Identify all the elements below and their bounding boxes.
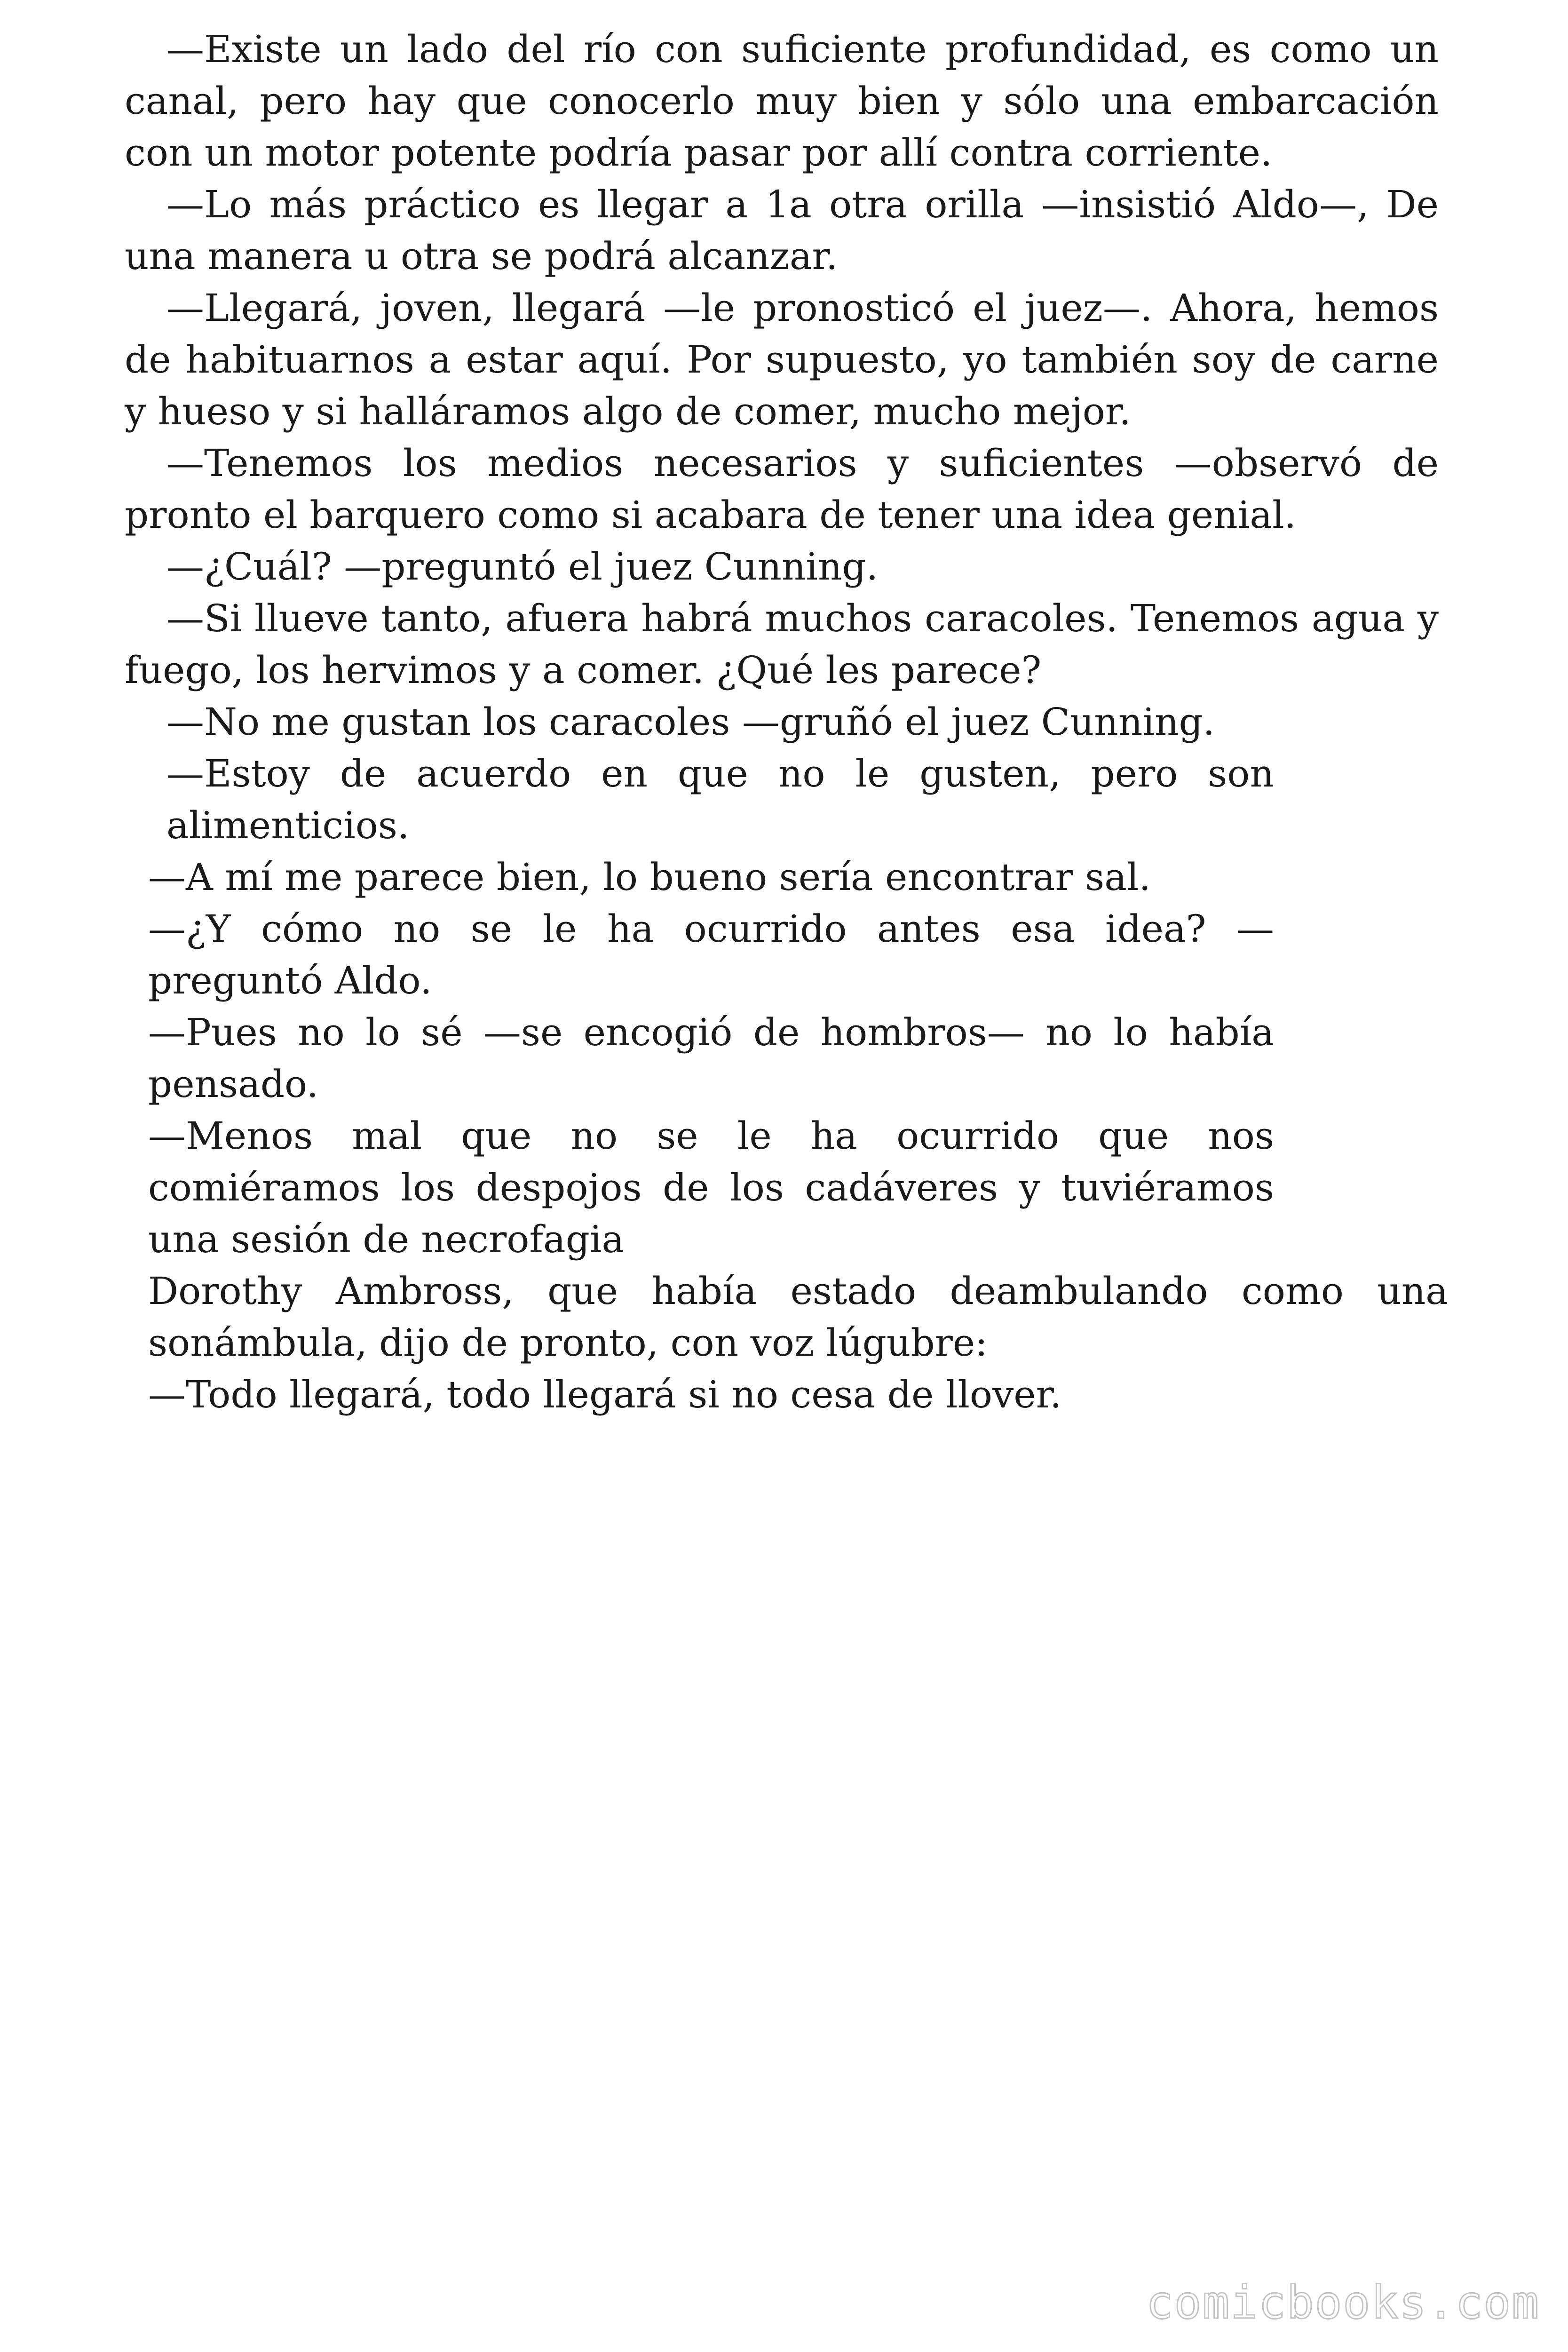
text-line: y hueso y si halláramos algo de comer, mucho mejor. [125,389,1131,433]
text-line: alimenticios. [166,803,410,847]
text-line: una manera u otra se podrá alcanzar. [125,234,838,278]
text-line: comiéramos los despojos de los cadáveres y tuviéramos [148,1166,1274,1209]
text-line: de habituarnos a estar aquí. Por supuesto, yo también soy de carne [125,338,1439,381]
text-line: —Tenemos los medios necesarios y suficientes —observó de [166,441,1439,485]
text-line: pensado. [148,1062,319,1106]
text-line: —Existe un lado del río con suficiente profundidad, es como un [166,27,1439,71]
text-line: preguntó Aldo. [148,959,432,1002]
text-line: Dorothy Ambross, que había estado deambulando como una [148,1269,1448,1313]
text-line: fuego, los hervimos y a comer. ¿Qué les parece? [125,648,1042,692]
text-line: sonámbula, dijo de pronto, con voz lúgubre: [148,1321,988,1365]
text-line: —No me gustan los caracoles —gruñó el juez Cunning. [166,700,1215,744]
text-line: —Llegará, joven, llegará —le pronosticó el juez—. Ahora, hemos [166,286,1439,330]
text-line: —Pues no lo sé —se encogió de hombros— no lo había [148,1010,1274,1054]
text-line: —¿Cuál? —preguntó el juez Cunning. [166,545,879,588]
text-line: canal, pero hay que conocerlo muy bien y sólo una embarcación [125,79,1439,123]
text-line: pronto el barquero como si acabara de tener una idea genial. [125,493,1297,537]
text-line: —¿Y cómo no se le ha ocurrido antes esa idea? — [148,907,1274,951]
text-line: una sesión de necrofagia [148,1217,625,1261]
watermark: comicbooks.com [1146,2276,1540,2329]
text-line: —A mí me parece bien, lo bueno sería encontrar sal. [148,855,1151,899]
text-line: —Lo más práctico es llegar a 1a otra orilla —insistió Aldo—, De [166,183,1439,226]
text-line: —Todo llegará, todo llegará si no cesa de llover. [148,1373,1062,1416]
text-line: —Si llueve tanto, afuera habrá muchos caracoles. Tenemos agua y [166,596,1439,640]
text-line: —Estoy de acuerdo en que no le gusten, pero son [166,752,1274,795]
text-line: —Menos mal que no se le ha ocurrido que nos [148,1114,1274,1158]
text-line: con un motor potente podría pasar por allí contra corriente. [125,131,1273,175]
